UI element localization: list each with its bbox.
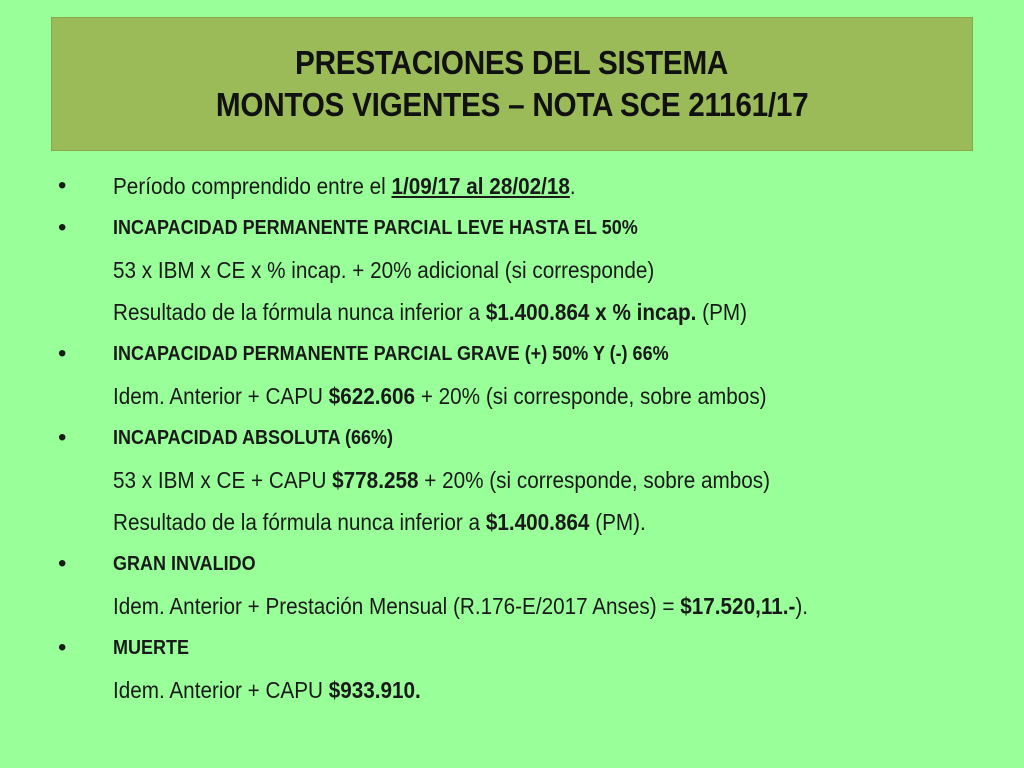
absoluta-min-suffix: (PM).: [589, 509, 646, 535]
absoluta-heading: INCAPACIDAD ABSOLUTA (66%): [113, 427, 394, 449]
title-line-1: PRESTACIONES DEL SISTEMA: [295, 44, 729, 81]
gran-invalido-prefix: Idem. Anterior + Prestación Mensual (R.176-E/2017 Anses) =: [113, 593, 681, 619]
ipp-leve-min-row: [0, 291, 1024, 333]
bullet-icon: •: [58, 550, 67, 577]
gran-invalido-suffix: ).: [795, 593, 809, 619]
absoluta-prefix: 53 x IBM x CE + CAPU: [113, 467, 333, 493]
absoluta-formula-row: [0, 459, 1024, 501]
ipp-leve-heading: INCAPACIDAD PERMANENTE PARCIAL LEVE HASTA EL 50%: [113, 217, 638, 239]
period-text: [113, 165, 576, 207]
gran-invalido-detail: [113, 585, 808, 627]
bullet-icon: •: [58, 424, 67, 451]
absoluta-min-value: $1.400.864: [485, 509, 590, 535]
absoluta-min-row: [0, 501, 1024, 543]
period-prefix: Período comprendido entre el: [113, 173, 392, 199]
muerte-heading: MUERTE: [113, 637, 190, 659]
gran-invalido-value: $17.520,11.-: [680, 593, 796, 619]
absoluta-formula: [113, 459, 770, 501]
list-item-period: [0, 165, 1024, 207]
ipp-grave-detail: [113, 375, 767, 417]
list-item-muerte: [0, 627, 1024, 669]
gran-invalido-detail-row: [0, 585, 1024, 627]
period-suffix: .: [569, 173, 576, 199]
ipp-grave-heading: INCAPACIDAD PERMANENTE PARCIAL GRAVE (+) 50% Y (-) 66%: [113, 343, 669, 365]
ipp-leve-formula: 53 x IBM x CE x % incap. + 20% adicional (si corresponde): [113, 257, 655, 283]
bullet-icon: •: [58, 634, 67, 661]
muerte-detail: [113, 669, 421, 711]
ipp-leve-min-suffix: (PM): [696, 299, 748, 325]
gran-invalido-heading: GRAN INVALIDO: [113, 553, 256, 575]
bullet-icon: •: [58, 214, 67, 241]
ipp-grave-suffix: + 20% (si corresponde, sobre ambos): [415, 383, 767, 409]
list-item-gran-invalido: [0, 543, 1024, 585]
absoluta-suffix: + 20% (si corresponde, sobre ambos): [418, 467, 770, 493]
absoluta-min: [113, 501, 646, 543]
title-line-2: MONTOS VIGENTES – NOTA SCE 21161/17: [215, 86, 809, 123]
period-dates: 1/09/17 al 28/02/18: [391, 173, 570, 199]
ipp-leve-min-value: $1.400.864 x % incap.: [485, 299, 697, 325]
ipp-leve-formula-row: [0, 249, 1024, 291]
content-list: [0, 165, 1024, 711]
list-item-ipp-grave: [0, 333, 1024, 375]
ipp-grave-prefix: Idem. Anterior + CAPU: [113, 383, 329, 409]
ipp-leve-min-prefix: Resultado de la fórmula nunca inferior a: [113, 299, 486, 325]
ipp-grave-detail-row: [0, 375, 1024, 417]
absoluta-value: $778.258: [332, 467, 419, 493]
ipp-grave-value: $622.606: [328, 383, 416, 409]
muerte-detail-row: [0, 669, 1024, 711]
bullet-icon: •: [58, 172, 67, 199]
list-item-ipp-leve: [0, 207, 1024, 249]
muerte-value: $933.910.: [328, 677, 421, 703]
title-box: [51, 17, 973, 151]
list-item-absoluta: [0, 417, 1024, 459]
ipp-leve-min: [113, 291, 747, 333]
muerte-prefix: Idem. Anterior + CAPU: [113, 677, 329, 703]
bullet-icon: •: [58, 340, 67, 367]
absoluta-min-prefix: Resultado de la fórmula nunca inferior a: [113, 509, 486, 535]
